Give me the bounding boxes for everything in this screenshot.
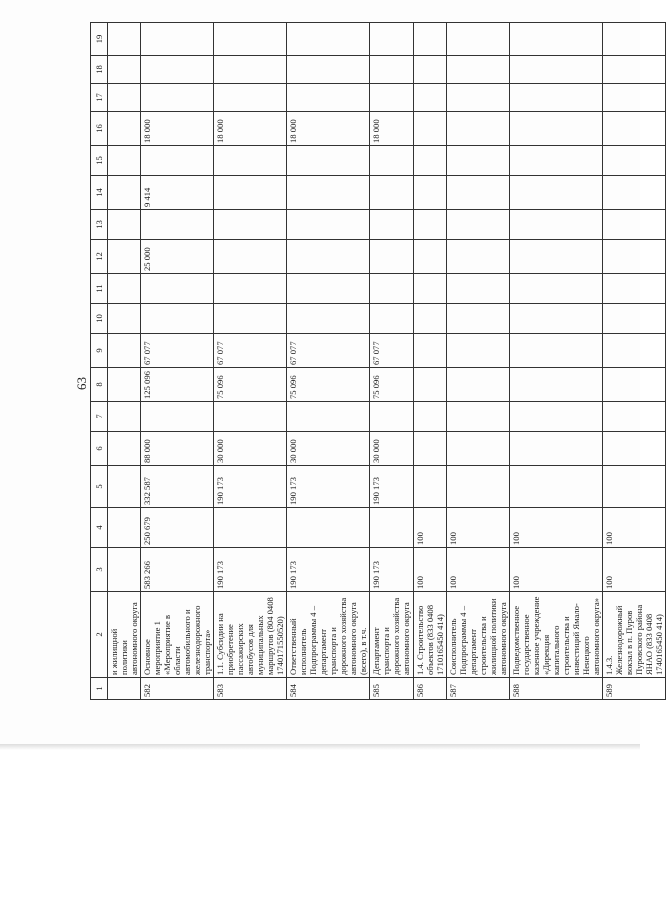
value-cell: [214, 176, 287, 210]
header-cell: 19: [91, 23, 108, 56]
row-name-cell: 1.1. Субсидии на приобретение пассажирских автобусов для муниципальных маршрутов (804 0408 1740171550520): [214, 592, 287, 678]
row-name-cell: Подведомственное государственное казенное учреждение «Дирекция капитального строительства и инвестиций Ямало-Ненецкого автономного округа»: [510, 592, 603, 678]
value-cell: 250 679: [141, 508, 214, 548]
value-cell: [603, 176, 666, 210]
value-cell: 583 266: [141, 548, 214, 592]
value-cell: 30 000: [287, 432, 370, 466]
header-cell: 12: [91, 240, 108, 274]
header-cell: 18: [91, 56, 108, 84]
value-cell: [287, 210, 370, 240]
value-cell: 67 077: [287, 334, 370, 368]
value-cell: [447, 466, 510, 508]
row-number-cell: 582: [141, 678, 214, 700]
table-row: [414, 23, 447, 700]
value-cell: [510, 210, 603, 240]
budget-table: [90, 22, 666, 700]
header-cell: 14: [91, 176, 108, 210]
value-cell: [214, 56, 287, 84]
value-cell: [108, 274, 141, 304]
value-cell: [370, 146, 414, 176]
value-cell: [414, 274, 447, 304]
value-cell: [108, 112, 141, 146]
value-cell: 100: [603, 548, 666, 592]
header-cell: 17: [91, 84, 108, 112]
value-cell: 100: [447, 508, 510, 548]
value-cell: [510, 240, 603, 274]
value-cell: [287, 402, 370, 432]
header-cell: 8: [91, 368, 108, 402]
value-cell: [603, 402, 666, 432]
row-number-cell: 589: [603, 678, 666, 700]
value-cell: 75 096: [287, 368, 370, 402]
value-cell: 75 096: [214, 368, 287, 402]
header-cell: 3: [91, 548, 108, 592]
header-cell: 2: [91, 592, 108, 678]
value-cell: [510, 146, 603, 176]
value-cell: [447, 23, 510, 56]
value-cell: [447, 56, 510, 84]
value-cell: [214, 274, 287, 304]
value-cell: [108, 146, 141, 176]
value-cell: 125 096: [141, 368, 214, 402]
value-cell: [510, 402, 603, 432]
value-cell: [214, 402, 287, 432]
value-cell: [414, 146, 447, 176]
value-cell: 18 000: [141, 112, 214, 146]
row-number-cell: 584: [287, 678, 370, 700]
value-cell: [510, 304, 603, 334]
value-cell: 88 000: [141, 432, 214, 466]
value-cell: [447, 432, 510, 466]
table-row: [447, 23, 510, 700]
value-cell: 30 000: [214, 432, 287, 466]
value-cell: [108, 368, 141, 402]
value-cell: [603, 112, 666, 146]
value-cell: [370, 508, 414, 548]
value-cell: [214, 240, 287, 274]
value-cell: [510, 176, 603, 210]
header-cell: 11: [91, 274, 108, 304]
value-cell: [141, 84, 214, 112]
value-cell: [447, 84, 510, 112]
value-cell: [510, 23, 603, 56]
value-cell: [447, 402, 510, 432]
rotated-table-wrapper: [90, 23, 666, 700]
value-cell: [603, 368, 666, 402]
value-cell: 100: [414, 508, 447, 548]
value-cell: [447, 368, 510, 402]
value-cell: 18 000: [214, 112, 287, 146]
value-cell: [214, 508, 287, 548]
header-cell: 15: [91, 146, 108, 176]
value-cell: [510, 432, 603, 466]
value-cell: [414, 84, 447, 112]
value-cell: [603, 56, 666, 84]
value-cell: 67 077: [214, 334, 287, 368]
value-cell: 190 173: [214, 466, 287, 508]
value-cell: [141, 304, 214, 334]
value-cell: [287, 508, 370, 548]
table-row: [510, 23, 603, 700]
row-number-cell: 586: [414, 678, 447, 700]
value-cell: [108, 402, 141, 432]
value-cell: [214, 84, 287, 112]
value-cell: [510, 84, 603, 112]
value-cell: [370, 304, 414, 334]
value-cell: 30 000: [370, 432, 414, 466]
table-row: [141, 23, 214, 700]
value-cell: [603, 84, 666, 112]
value-cell: [214, 146, 287, 176]
value-cell: 9 414: [141, 176, 214, 210]
value-cell: 75 096: [370, 368, 414, 402]
row-number-cell: [108, 678, 141, 700]
value-cell: 67 077: [370, 334, 414, 368]
value-cell: 100: [414, 548, 447, 592]
value-cell: [603, 146, 666, 176]
header-row: [91, 23, 108, 700]
header-cell: 9: [91, 334, 108, 368]
value-cell: [287, 274, 370, 304]
value-cell: [447, 274, 510, 304]
value-cell: [603, 274, 666, 304]
value-cell: [414, 368, 447, 402]
value-cell: 332 587: [141, 466, 214, 508]
value-cell: 67 077: [141, 334, 214, 368]
value-cell: [414, 240, 447, 274]
value-cell: [287, 176, 370, 210]
table-row: [370, 23, 414, 700]
value-cell: 18 000: [370, 112, 414, 146]
row-name-cell: 1.4. Строительство объектов (833 0408 1710165450 414): [414, 592, 447, 678]
value-cell: [370, 240, 414, 274]
row-name-cell: Ответственный исполнитель Подпрограммы 4 – департамент транспорта и дорожного хозяйства автономного округа (всего), в т.ч.: [287, 592, 370, 678]
value-cell: [141, 402, 214, 432]
value-cell: 190 173: [214, 548, 287, 592]
value-cell: [108, 466, 141, 508]
value-cell: [108, 176, 141, 210]
row-name-cell: Соисполнитель Подпрограммы 4 – департамент строительства и жилищной политики автономного округа: [447, 592, 510, 678]
table-row: [108, 23, 141, 700]
value-cell: [603, 304, 666, 334]
value-cell: [447, 176, 510, 210]
value-cell: 100: [510, 548, 603, 592]
row-number-cell: 585: [370, 678, 414, 700]
value-cell: [414, 466, 447, 508]
value-cell: [510, 466, 603, 508]
value-cell: [108, 304, 141, 334]
value-cell: [447, 112, 510, 146]
row-number-cell: 587: [447, 678, 510, 700]
value-cell: [141, 146, 214, 176]
value-cell: [287, 146, 370, 176]
value-cell: [603, 432, 666, 466]
value-cell: [108, 508, 141, 548]
value-cell: [141, 23, 214, 56]
value-cell: [370, 274, 414, 304]
value-cell: [414, 176, 447, 210]
value-cell: [447, 334, 510, 368]
row-number-cell: 583: [214, 678, 287, 700]
value-cell: [414, 334, 447, 368]
row-name-cell: Департамент транспорта и дорожного хозяйства автономного округа: [370, 592, 414, 678]
value-cell: [447, 304, 510, 334]
value-cell: [108, 548, 141, 592]
value-cell: [108, 210, 141, 240]
value-cell: 100: [447, 548, 510, 592]
value-cell: [510, 56, 603, 84]
row-name-cell: и жилищной политики автономного округа: [108, 592, 141, 678]
value-cell: [370, 56, 414, 84]
value-cell: [108, 23, 141, 56]
value-cell: [447, 240, 510, 274]
header-cell: 4: [91, 508, 108, 548]
table-row: [287, 23, 370, 700]
header-cell: 1: [91, 678, 108, 700]
value-cell: [510, 112, 603, 146]
value-cell: [214, 210, 287, 240]
value-cell: [141, 56, 214, 84]
value-cell: [108, 84, 141, 112]
value-cell: [414, 23, 447, 56]
value-cell: [108, 432, 141, 466]
value-cell: [603, 210, 666, 240]
value-cell: [287, 240, 370, 274]
value-cell: [447, 146, 510, 176]
value-cell: [414, 112, 447, 146]
value-cell: [287, 23, 370, 56]
value-cell: [370, 23, 414, 56]
value-cell: [370, 210, 414, 240]
value-cell: [414, 210, 447, 240]
value-cell: [370, 176, 414, 210]
header-cell: 5: [91, 466, 108, 508]
header-cell: 6: [91, 432, 108, 466]
value-cell: 190 173: [287, 466, 370, 508]
value-cell: [510, 274, 603, 304]
value-cell: [370, 84, 414, 112]
value-cell: [603, 334, 666, 368]
value-cell: [510, 368, 603, 402]
value-cell: [447, 210, 510, 240]
value-cell: [603, 240, 666, 274]
value-cell: [108, 334, 141, 368]
page-edge: [0, 744, 640, 750]
value-cell: [214, 23, 287, 56]
value-cell: [603, 466, 666, 508]
value-cell: [414, 402, 447, 432]
value-cell: [141, 210, 214, 240]
value-cell: 25 000: [141, 240, 214, 274]
page-number: 63: [74, 377, 89, 390]
row-name-cell: 1.4.3. Железнодорожный вокзал в п. Пуров Пуровского района ЯНАО (833 0408 1740165450 414): [603, 592, 666, 678]
value-cell: 100: [603, 508, 666, 548]
value-cell: [414, 56, 447, 84]
table-row: [214, 23, 287, 700]
row-name-cell: Основное мероприятие 1 «Мероприятие в области автомобильного и железнодорожного транспорта»: [141, 592, 214, 678]
header-cell: 7: [91, 402, 108, 432]
value-cell: [370, 402, 414, 432]
header-cell: 10: [91, 304, 108, 334]
header-cell: 16: [91, 112, 108, 146]
row-number-cell: 588: [510, 678, 603, 700]
value-cell: [603, 23, 666, 56]
header-cell: 13: [91, 210, 108, 240]
value-cell: [414, 432, 447, 466]
value-cell: [287, 84, 370, 112]
value-cell: 190 173: [287, 548, 370, 592]
table-row: [603, 23, 666, 700]
value-cell: 100: [510, 508, 603, 548]
value-cell: [287, 56, 370, 84]
value-cell: [108, 56, 141, 84]
value-cell: 190 173: [370, 548, 414, 592]
value-cell: [414, 304, 447, 334]
value-cell: [287, 304, 370, 334]
value-cell: 18 000: [287, 112, 370, 146]
value-cell: [510, 334, 603, 368]
value-cell: [214, 304, 287, 334]
value-cell: [108, 240, 141, 274]
value-cell: 190 173: [370, 466, 414, 508]
value-cell: [141, 274, 214, 304]
